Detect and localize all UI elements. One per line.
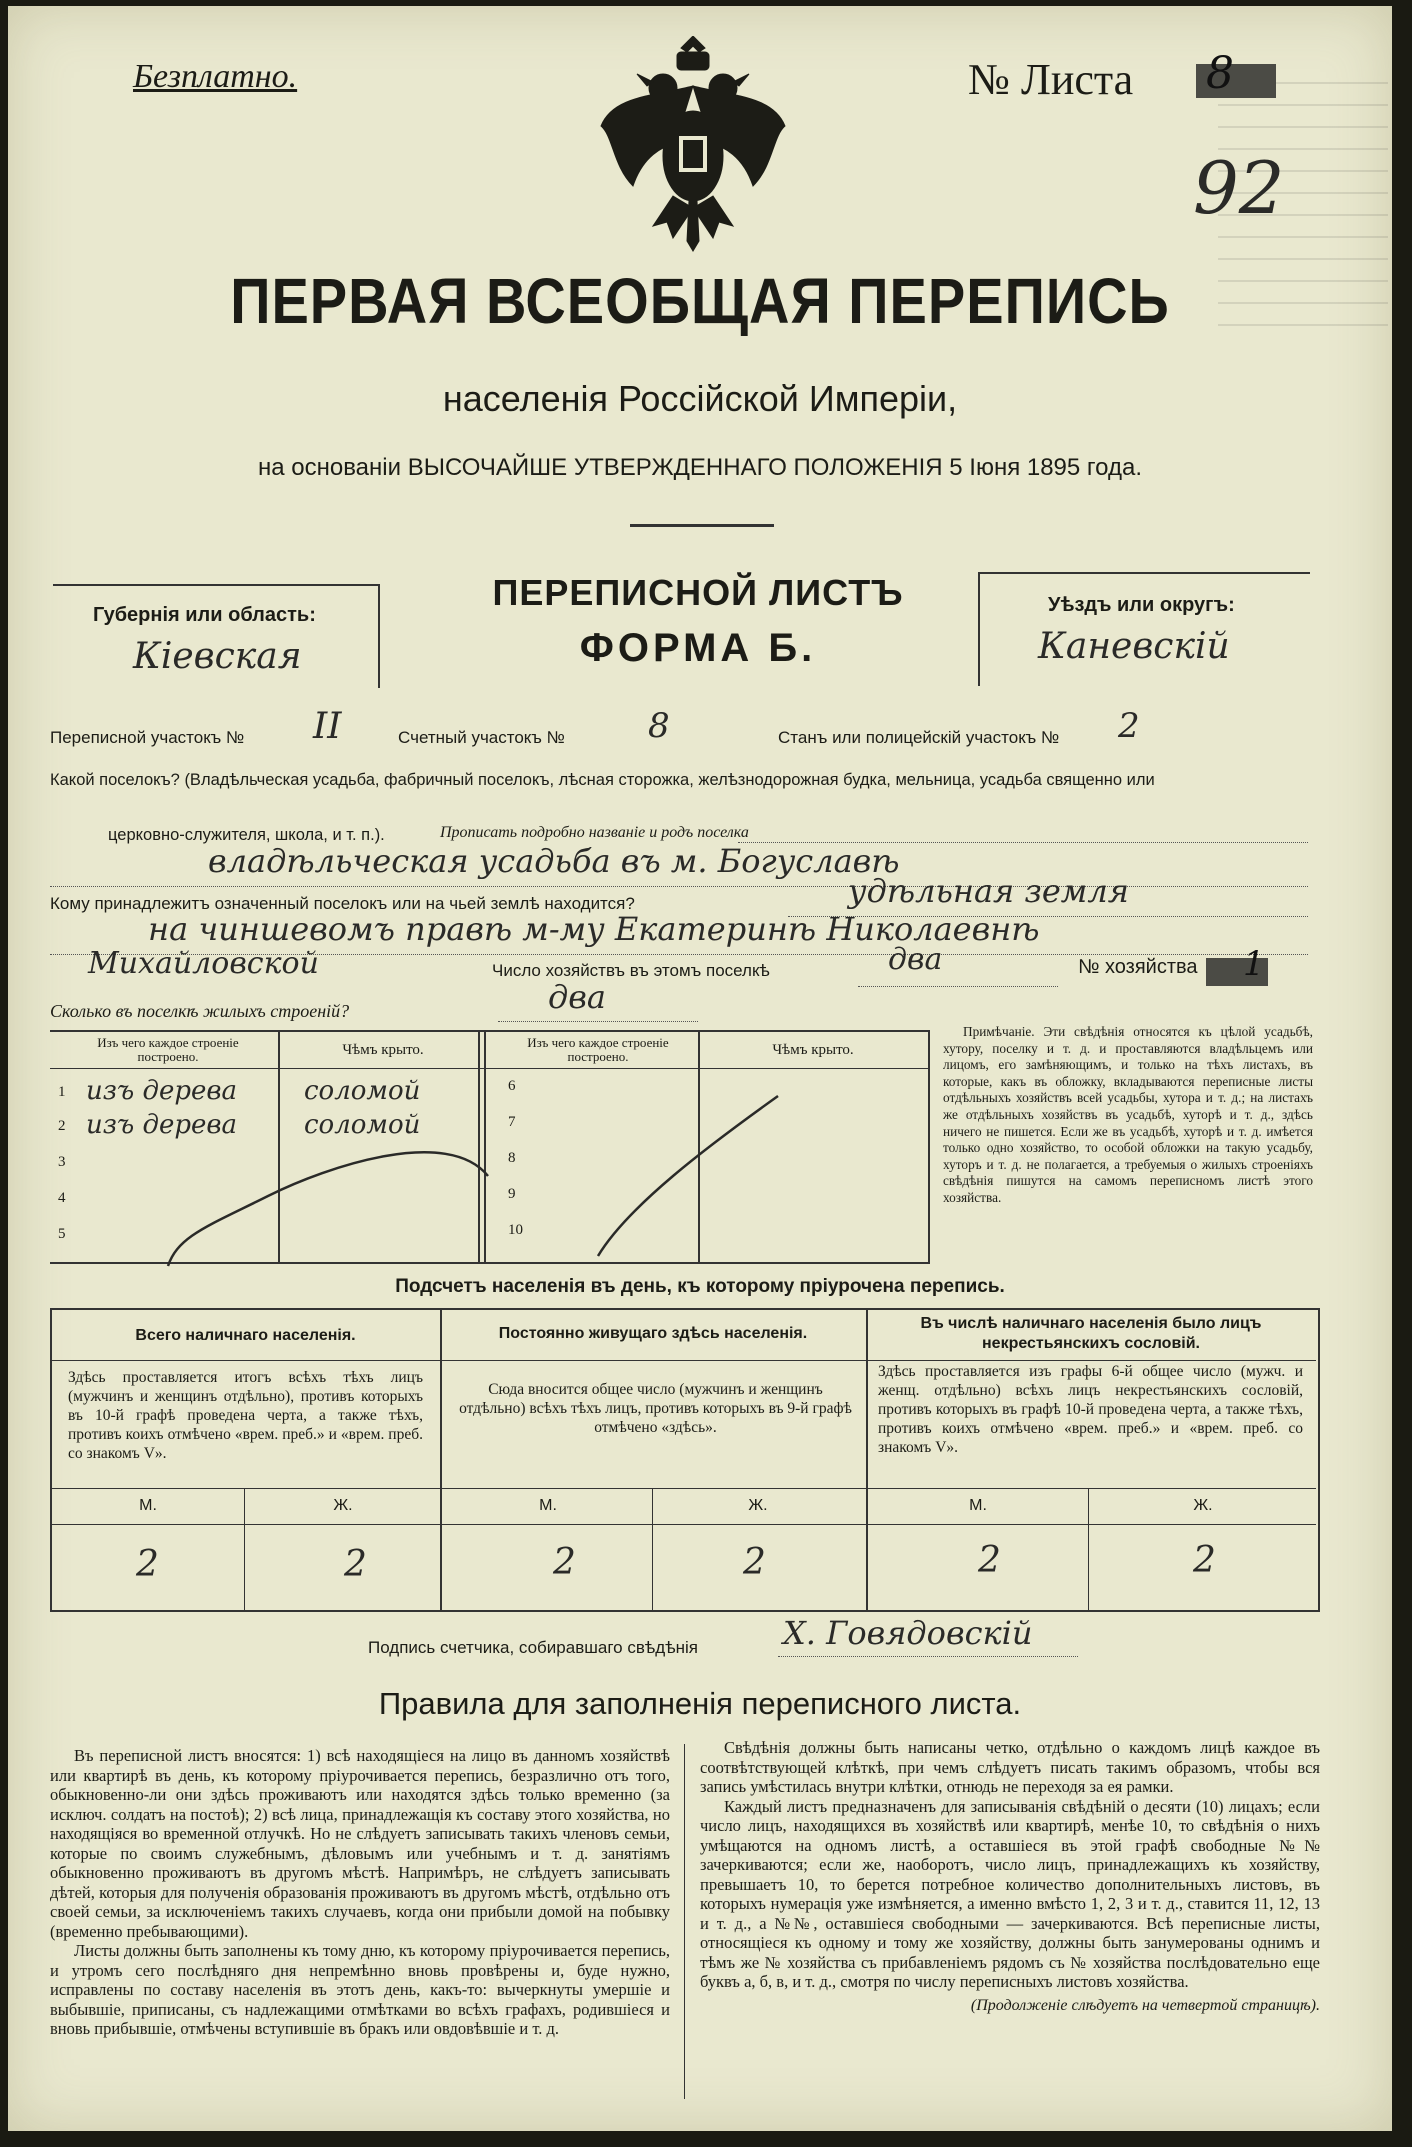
owner-question: Кому принадлежитъ означенный поселокъ или на чьей землѣ находится? [50, 894, 635, 913]
buildings-note: Примѣчаніе. Эти свѣдѣнія относятся къ цѣлой усадьбѣ, хутору, поселку и т. д. и проставляются владѣльцемъ или лицомъ, его замѣняющимъ, и только на тѣхъ листахъ, въ которые, какъ въ обложку, вкладываются переписные листы отдѣльныхъ хозяйствъ всей усадьбы, хутора и т. д.; на листахъ же отдѣльныхъ хозяйствъ въ усадьбѣ, хуторѣ и т. д., здѣсь ничего не пишется. Если же въ усадьбѣ, хуторѣ и т. д. имѣется только одно хозяйство, то особой обложки на такую усадьбу, хуторъ и т. д. не полагается, а требуемыя о жилыхъ строеніяхъ свѣдѣнія пишутся на самомъ переписномъ листѣ этого хозяйства. [943, 1024, 1313, 1205]
building-material[interactable]: изъ дерева [86, 1076, 238, 1106]
census-form-sheet [8, 6, 1392, 2131]
strike-through-mark [148, 1086, 798, 1276]
pop-f-label-2: Ж. [748, 1497, 768, 1514]
row-number: 9 [508, 1186, 516, 1202]
census-district-label: Переписной участокъ № [50, 728, 245, 747]
form-title: ПЕРЕПИСНОЙ ЛИСТЪ [492, 572, 904, 613]
census-title: ПЕРВАЯ ВСЕОБЩАЯ ПЕРЕПИСЬ [230, 264, 1170, 337]
imperial-eagle-emblem [593, 36, 793, 256]
pop-m-label-2: М. [539, 1497, 557, 1514]
pop-col-div-2 [866, 1308, 868, 1612]
pop-mf-div-1 [244, 1488, 245, 1610]
free-label: Безплатно. [133, 58, 298, 95]
pop-value-m-nonpeasant[interactable]: 2 [978, 1540, 1001, 1581]
sheet-number-label: № Листа [968, 55, 1134, 104]
count-district-label: Счетный участокъ № [398, 728, 565, 747]
building-material[interactable]: изъ дерева [86, 1110, 238, 1140]
row-number: 3 [58, 1154, 66, 1170]
pop-mf-div-3 [1088, 1488, 1089, 1610]
buildings-col1-header: Изъ чего каждое строеніе построено. [97, 1035, 239, 1064]
uezd-value[interactable]: Каневскій [1038, 626, 1230, 667]
buildings-label: Сколько въ поселкѣ жилыхъ строеній? [50, 1001, 350, 1021]
row-number: 2 [58, 1118, 66, 1134]
census-subtitle: населенія Россійской Имперіи, [442, 378, 958, 419]
signature-line [778, 1656, 1078, 1657]
signature-label: Подпись счетчика, собиравшаго свѣдѣнія [368, 1638, 698, 1657]
buildings-col2-header: Чѣмъ крыто. [342, 1042, 424, 1058]
pop-mf-line [50, 1488, 1316, 1489]
buildings-col3-header: Изъ чего каждое строеніе построено. [527, 1035, 669, 1064]
pop-m-label-1: М. [139, 1497, 157, 1514]
stan-label: Станъ или полицейскій участокъ № [778, 728, 1060, 747]
buildings-value[interactable]: два [548, 978, 606, 1016]
household-no-value[interactable]: 1 [1243, 944, 1265, 984]
count-district-value[interactable]: 8 [648, 706, 670, 746]
owner-value-3[interactable]: Михайловской [88, 946, 319, 981]
rules-left-paragraph-2: Листы должны быть заполнены къ тому дню, къ которому пріурочивается перепись, и утромъ сего послѣдняго дня непремѣнно вновь провѣрены и, буде нужно, исправлены по составу населенія въ этотъ день, какъ-то: вычеркнуты умершіе и выбывшіе, приписаны, съ надлежащими отмѣтками во всѣхъ графахъ, родившіеся и вновь прибывшіе, отмѣчены вступившіе въ бракъ или овдовѣвшіе и т. д. [50, 1941, 670, 2038]
owner-value-1[interactable]: удѣльная земля [848, 872, 1129, 910]
row-number: 5 [58, 1226, 66, 1242]
household-no-label: № хозяйства [1078, 956, 1198, 978]
pop-col1-title: Всего наличнаго населенія. [135, 1327, 356, 1344]
signature-value[interactable]: Х. Говядовскій [783, 1614, 1033, 1652]
row-number: 6 [508, 1078, 516, 1094]
gubernia-label: Губернія или область: [93, 604, 316, 626]
pop-col3-text: Здѣсь проставляется изъ графы 6-й общее число (мужч. и женщ. отдѣльно) всѣхъ лицъ некрестьянскихъ сословій, противъ которыхъ въ графѣ 10-й проведена черта, а также тѣхъ, противъ коихъ отмѣчено «врем. преб.» и «врем. преб. со знакомъ V». [878, 1363, 1303, 1456]
households-line [858, 986, 1058, 987]
census-district-value[interactable]: II [313, 706, 342, 747]
row-number: 1 [58, 1084, 66, 1100]
form-type: ФОРМА Б. [579, 626, 817, 670]
row-number: 7 [508, 1114, 516, 1130]
pop-m-label-3: М. [969, 1497, 987, 1514]
pop-mf-label-line [50, 1524, 1316, 1525]
pop-value-f-total[interactable]: 2 [344, 1544, 367, 1585]
pop-col3-title: Въ числѣ наличнаго населенія было лицъ некрестьянскихъ сословій. [920, 1315, 1262, 1352]
rules-right-column [700, 1738, 1320, 2015]
table-divider-rightmost [928, 1030, 930, 1262]
pop-mf-div-2 [652, 1488, 653, 1610]
settlement-question-cont: церковно-служителя, школа, и т. п.). [108, 826, 385, 844]
settlement-value[interactable]: владѣльческая усадьба въ м. Богуславѣ [208, 842, 900, 880]
settlement-question: Какой поселокъ? (Владѣльческая усадьба, фабричный поселокъ, лѣсная сторожка, желѣзнодорожная будка, мельница, усадьба священно или [50, 771, 1155, 789]
header-divider [630, 524, 774, 527]
row-number: 4 [58, 1190, 66, 1206]
population-heading: Подсчетъ населенія въ день, къ которому пріурочена перепись. [395, 1276, 1005, 1297]
households-value[interactable]: два [888, 942, 943, 977]
pop-col1-text: Здѣсь проставляется итогъ всѣхъ тѣхъ лицъ (мужчинъ и женщинъ отдѣльно), противъ которыхъ въ 10-й графѣ проведена черта, а также тѣхъ, противъ коихъ отмѣчено «врем. преб.» и «врем. преб. со знакомъ V». [68, 1369, 423, 1462]
pop-col2-title: Постоянно живущаго здѣсь населенія. [498, 1325, 808, 1342]
pop-col-div-1 [440, 1308, 442, 1612]
gubernia-value[interactable]: Кіевская [133, 636, 302, 677]
pop-value-m-resident[interactable]: 2 [553, 1542, 576, 1583]
owner-value-2[interactable]: на чиншевомъ правѣ м-му Екатеринѣ Николаевнѣ [148, 910, 1040, 948]
row-number: 8 [508, 1150, 516, 1166]
rules-right-paragraph-1: Свѣдѣнія должны быть написаны четко, отдѣльно о каждомъ лицѣ каждое въ соотвѣтствующей клѣткѣ, при чемъ слѣдуетъ писать такимъ образомъ, чтобы вся запись умѣстилась внутри клѣтки, отнюдь не переходя за ея рамки. [700, 1738, 1320, 1796]
pop-value-m-total[interactable]: 2 [136, 1544, 159, 1585]
pop-col2-text: Сюда вносится общее число (мужчинъ и женщинъ отдѣльно) всѣхъ тѣхъ лицъ, противъ которыхъ въ 9-й графѣ отмѣчено «здѣсь». [459, 1381, 852, 1436]
building-roof[interactable]: соломой [304, 1076, 421, 1106]
pop-f-label-3: Ж. [1193, 1497, 1213, 1514]
rules-left-column [50, 1746, 670, 2039]
pop-title-line [50, 1360, 1316, 1361]
settlement-hint: Прописать подробно названіе и родъ поселка [440, 824, 749, 841]
row-number: 10 [508, 1222, 523, 1238]
pop-f-label-1: Ж. [333, 1497, 353, 1514]
rules-title: Правила для заполненія переписного листа. [378, 1686, 1022, 1721]
rules-left-paragraph-1: Въ переписной листъ вносятся: 1) всѣ находящіеся на лицо въ данномъ хозяйствѣ или квартирѣ въ день, къ которому пріурочивается перепись, безразлично отъ того, обыкновенно-ли они здѣсь проживаютъ или находятся здѣсь только временно (за исключ. солдатъ на постоѣ); 2) всѣ лица, принадлежащія къ составу этого хозяйства, но находящіяся во временной отлучкѣ. Но не слѣдуетъ записывать такихъ членовъ семьи, которые по своимъ служебнымъ, дѣловымъ или учебнымъ и т. д. занятіямъ обыкновенно проживаютъ въ другомъ мѣстѣ. Напримѣръ, не слѣдуетъ записывать дѣтей, которыя для полученія образованія проживаютъ въ другомъ мѣстѣ, отдѣльно отъ своей семьи, за исключеніемъ такихъ случаевъ, когда они прибыли домой на побывку (временно пребывающими). [50, 1746, 670, 1941]
rules-column-divider [684, 1744, 685, 2099]
archive-number: 92 [1193, 146, 1285, 230]
uezd-label: Уѣздъ или округъ: [1048, 594, 1235, 616]
sheet-number-value: 8 [1206, 48, 1234, 99]
pop-value-f-resident[interactable]: 2 [743, 1542, 766, 1583]
households-label: Число хозяйствъ въ этомъ поселкѣ [492, 961, 770, 980]
table-header-line [50, 1068, 930, 1069]
rules-continued-note: (Продолженіе слѣдуетъ на четвертой страницѣ). [970, 1996, 1320, 2014]
buildings-col4-header: Чѣмъ крыто. [772, 1042, 854, 1058]
legal-basis: на основаніи ВЫСОЧАЙШЕ УТВЕРЖДЕННАГО ПОЛОЖЕНІЯ 5 Іюня 1895 года. [257, 454, 1142, 481]
pop-value-f-nonpeasant[interactable]: 2 [1193, 1540, 1216, 1581]
stan-value[interactable]: 2 [1118, 706, 1140, 746]
rules-right-paragraph-2: Каждый листъ предназначенъ для записыванія свѣдѣній о десяти (10) лицахъ; если число лицъ, находящихся въ хозяйствѣ или квартирѣ, менѣе 10, то свѣдѣнія о нихъ умѣщаются на одномъ листѣ, а оставшіеся въ этой графѣ свободные №№ зачеркиваются; если же, наоборотъ, число лицъ, принадлежащихъ къ хозяйству, превышаетъ 10, то берется потребное количество дополнительныхъ листовъ, въ которыхъ нумерація уже измѣняется, а именно вмѣсто 1, 2, 3 и т. д., ставится 11, 12, 13 и т. д., а №№, оставшіеся свободными — зачеркиваются. Всѣ переписные листы, относящіеся къ одному и тому же хозяйству, должны быть занумерованы однимъ и тѣмъ же № хозяйства съ прибавленіемъ рядомъ съ № хозяйства послѣдовательно еще буквъ а, б, в, и т. д., смотря по числу переписныхъ листовъ хозяйства. [700, 1796, 1320, 1991]
building-roof[interactable]: соломой [304, 1110, 421, 1140]
buildings-line [498, 1021, 698, 1022]
